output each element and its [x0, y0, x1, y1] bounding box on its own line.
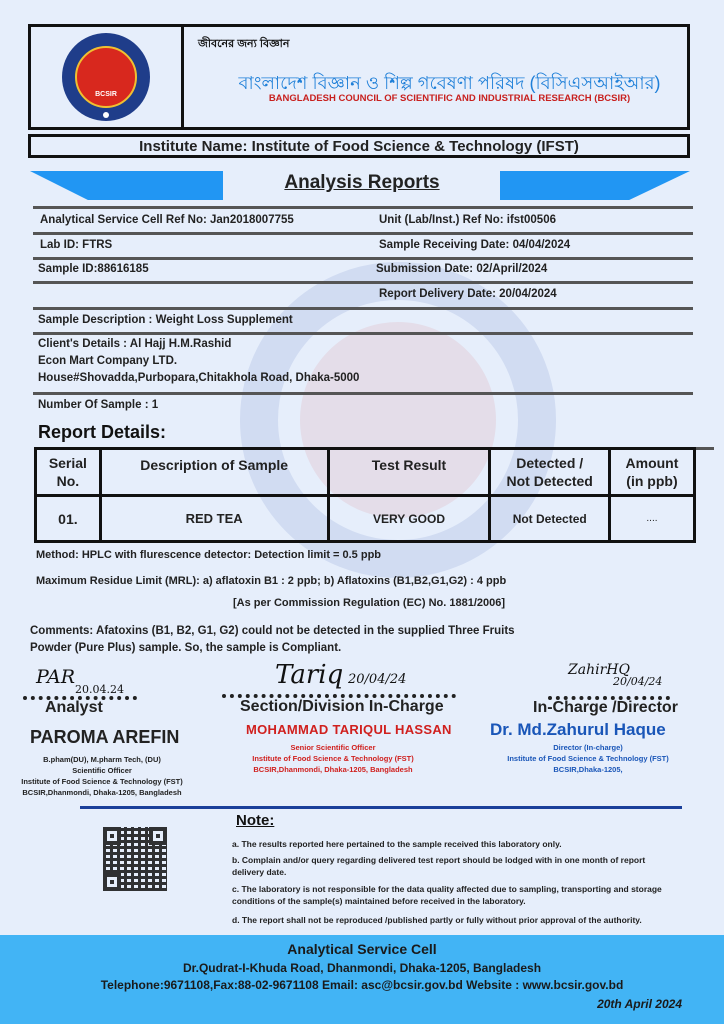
bcsir-logo-icon	[62, 33, 150, 121]
note-item: a. The results reported here pertained to the sample received this laboratory only.	[232, 839, 562, 849]
table-header-row	[36, 449, 695, 496]
cell-description: RED TEA	[100, 496, 328, 542]
analyst-sign-date: 20.04.24	[75, 683, 124, 696]
analyst-name: PAROMA AREFIN	[30, 727, 180, 747]
section-name: MOHAMMAD TARIQUL HASSAN	[246, 722, 452, 737]
director-sign-date: 20/04/24	[613, 675, 663, 688]
client-address: House#Shovadda,Purbopara,Chitakhola Road, Dhaka-5000	[38, 372, 360, 384]
number-of-sample: Number Of Sample : 1	[38, 399, 159, 411]
column-header-serial: Serial No.	[36, 449, 101, 496]
footer-contact: Telephone:9671108,Fax:88-02-9671108 Email: asc@bcsir.gov.bd Website : www.bcsir.gov.bd	[100, 978, 624, 992]
regulation-note: [As per Commission Regulation (EC) No. 1881/2006]	[233, 597, 506, 609]
note-item: d. The report shall not be reproduced /published partly or fully without prior approval of the authority.	[232, 915, 642, 925]
director-role: In-Charge /Director	[533, 699, 678, 716]
section-details: Senior Scientific Officer Institute of Food Science & Technology (FST) BCSIR,Dhanmondi, Dhaka-1205, Bangladesh	[252, 743, 414, 774]
analyst-details: B.pham(DU), M.pharm Tech, (DU) Scientific Officer Institute of Food Science & Technology (FST) BCSIR,Dhanmondi, Dhaka-1205, Bangladesh	[21, 755, 183, 797]
motto: জীবনের জন্য বিজ্ঞান	[198, 38, 290, 50]
logo-cell	[31, 27, 184, 127]
client-name: Client's Details : Al Hajj H.M.Rashid	[38, 338, 232, 350]
section-role: Section/Division In-Charge	[240, 698, 444, 715]
cell-test-result: VERY GOOD	[328, 496, 490, 542]
report-details-title: Report Details:	[38, 422, 167, 442]
note-item: c. The laboratory is not responsible for the data quality affected due to sampling, transporting and storage conditions of the sample(s) maintained before received in the laboratory.	[232, 884, 662, 906]
notes-title: Note:	[236, 812, 275, 829]
note-item: b. Complain and/or query regarding delivered test report should be lodged with in one month of report delivery date.	[232, 855, 646, 877]
footer-address: Dr.Qudrat-I-Khuda Road, Dhanmondi, Dhaka-1205, Bangladesh	[182, 961, 542, 975]
column-header-detected: Detected / Not Detected	[490, 449, 609, 496]
column-header-description: Description of Sample	[100, 449, 328, 496]
sample-description: Sample Description : Weight Loss Supplement	[38, 314, 293, 326]
cell-amount: ....	[609, 496, 694, 542]
divider	[33, 232, 693, 235]
org-name-bengali: বাংলাদেশ বিজ্ঞান ও শিল্প গবেষণা পরিষদ (বিসিএসআইআর)	[238, 73, 661, 93]
divider	[33, 281, 693, 284]
column-header-amount: Amount (in ppb)	[609, 449, 694, 496]
footer	[0, 935, 724, 1024]
divider	[33, 257, 693, 260]
unit-ref-no: Unit (Lab/Inst.) Ref No: ifst00506	[379, 214, 556, 226]
divider	[33, 307, 693, 310]
client-company: Econ Mart Company LTD.	[38, 355, 178, 367]
divider	[33, 332, 693, 335]
submission-date: Submission Date: 02/April/2024	[376, 263, 548, 275]
director-signature: ZahirHQ	[568, 662, 630, 678]
org-name-english: BANGLADESH COUNCIL OF SCIENTIFIC AND INDUSTRIAL RESEARCH (BCSIR)	[268, 93, 631, 104]
section-sign-date: 20/04/24	[348, 672, 407, 687]
section-signature: Tariq	[275, 660, 344, 690]
report-title: Analysis Reports	[284, 172, 440, 193]
org-title-cell	[184, 27, 687, 127]
analyst-role: Analyst	[45, 699, 103, 716]
letterhead	[28, 24, 690, 130]
footer-date: 20th April 2024	[597, 997, 682, 1011]
director-details: Director (In-charge) Institute of Food Science & Technology (FST) BCSIR,Dhaka-1205,	[507, 743, 669, 774]
lab-id: Lab ID: FTRS	[40, 239, 113, 251]
cell-serial: 01.	[36, 496, 101, 542]
sample-receiving-date: Sample Receiving Date: 04/04/2024	[379, 239, 571, 251]
results-table	[34, 447, 696, 543]
footer-title: Analytical Service Cell	[287, 941, 437, 957]
comments: Comments: Afatoxins (B1, B2, G1, G2) could not be detected in the supplied Three Fruits Powder (Pure Plus) sample. So, the sample is Compliant.	[30, 625, 515, 654]
qr-code-icon[interactable]	[103, 827, 167, 891]
column-header-test-result: Test Result	[328, 449, 490, 496]
asc-ref-no: Analytical Service Cell Ref No: Jan2018007755	[40, 214, 294, 226]
divider	[33, 206, 693, 209]
divider	[33, 392, 693, 395]
logo-text: BCSIR	[95, 91, 117, 98]
mrl-note: Maximum Residue Limit (MRL): a) aflatoxin B1 : 2 ppb; b) Aflatoxins (B1,B2,G1,G2) : 4 ppb	[36, 575, 507, 587]
divider	[80, 806, 682, 809]
table-row	[36, 496, 695, 542]
institute-name: Institute Name: Institute of Food Science & Technology (IFST)	[28, 134, 690, 158]
cell-detected: Not Detected	[490, 496, 609, 542]
director-name: Dr. Md.Zahurul Haque	[490, 720, 666, 739]
analyst-signature: PAR	[36, 666, 76, 688]
method-note: Method: HPLC with flurescence detector: Detection limit = 0.5 ppb	[36, 549, 382, 561]
sample-id: Sample ID:88616185	[38, 263, 149, 275]
report-delivery-date: Report Delivery Date: 20/04/2024	[379, 288, 557, 300]
